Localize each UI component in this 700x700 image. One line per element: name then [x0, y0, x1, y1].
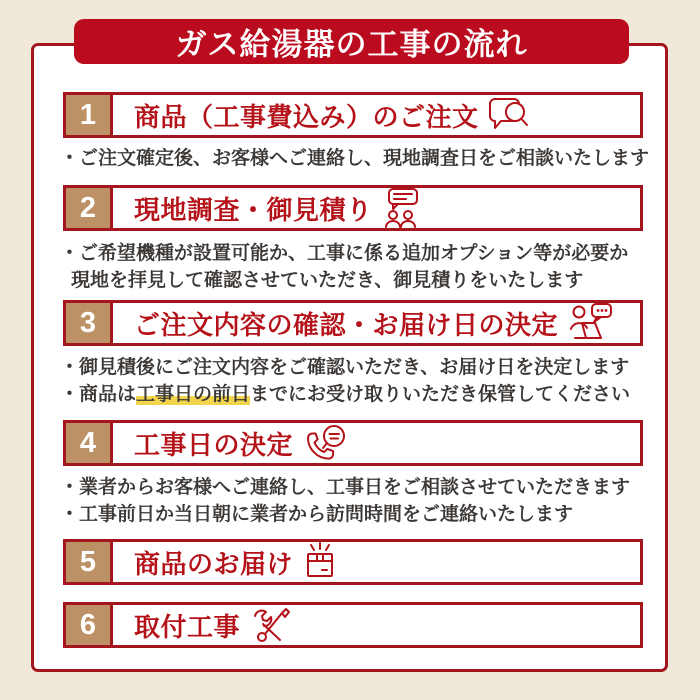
step-3-number: 3	[66, 303, 113, 343]
phone-chat-icon	[302, 423, 346, 463]
step-6-number: 6	[66, 605, 113, 645]
desc-line: ・業者からお客様へご連絡し、工事日をご相談させていただきます	[60, 477, 631, 498]
step-4-header	[63, 420, 643, 466]
desc-line: ・商品は工事日の前日までにお受け取りいただき保管してください	[60, 384, 631, 405]
package-icon	[302, 542, 338, 582]
step-6-title: 取付工事	[134, 611, 241, 642]
step-3-description	[60, 354, 650, 408]
step-4-description	[60, 474, 650, 528]
step-1-description	[60, 145, 650, 172]
step-1-number: 1	[66, 95, 113, 135]
highlighted-text: 工事日の前日	[136, 384, 251, 405]
step-2-number: 2	[66, 188, 113, 228]
desc-line: ・御見積後にご注文内容をご確認いただき、お届け日を決定します	[60, 357, 630, 378]
step-2-description	[60, 240, 650, 294]
step-2-title: 現地調査・御見積り	[134, 194, 373, 225]
step-5-title: 商品のお届け	[134, 548, 294, 579]
tools-icon	[249, 605, 291, 645]
page-title: ガス給湯器の工事の流れ	[175, 27, 528, 62]
step-3-title: ご注文内容の確認・お届け日の決定	[134, 309, 559, 340]
step-6-header	[63, 602, 643, 648]
step-3-header	[63, 300, 643, 346]
step-4-number: 4	[66, 423, 113, 463]
laptop-chat-icon	[567, 302, 613, 344]
desc-line: 現地を拝見して確認させていただき、御見積りをいたします	[71, 270, 584, 291]
step-1-header	[63, 92, 643, 138]
step-4-title: 工事日の決定	[134, 429, 294, 460]
page-title-banner	[74, 19, 629, 64]
step-5-number: 5	[66, 542, 113, 582]
survey-people-icon	[382, 187, 420, 229]
search-bubble-icon	[488, 96, 532, 134]
desc-line: ・工事前日か当日朝に業者から訪問時間をご連絡いたします	[60, 504, 574, 525]
desc-line: ・ご希望機種が設置可能か、工事に係る追加オプション等が必要か	[60, 243, 629, 264]
step-1-title: 商品（工事費込み）のご注文	[134, 101, 479, 132]
step-2-header	[63, 185, 643, 231]
step-5-header	[63, 539, 643, 585]
desc-line: ・ご注文確定後、お客様へご連絡し、現地調査日をご相談いたします	[60, 148, 650, 169]
